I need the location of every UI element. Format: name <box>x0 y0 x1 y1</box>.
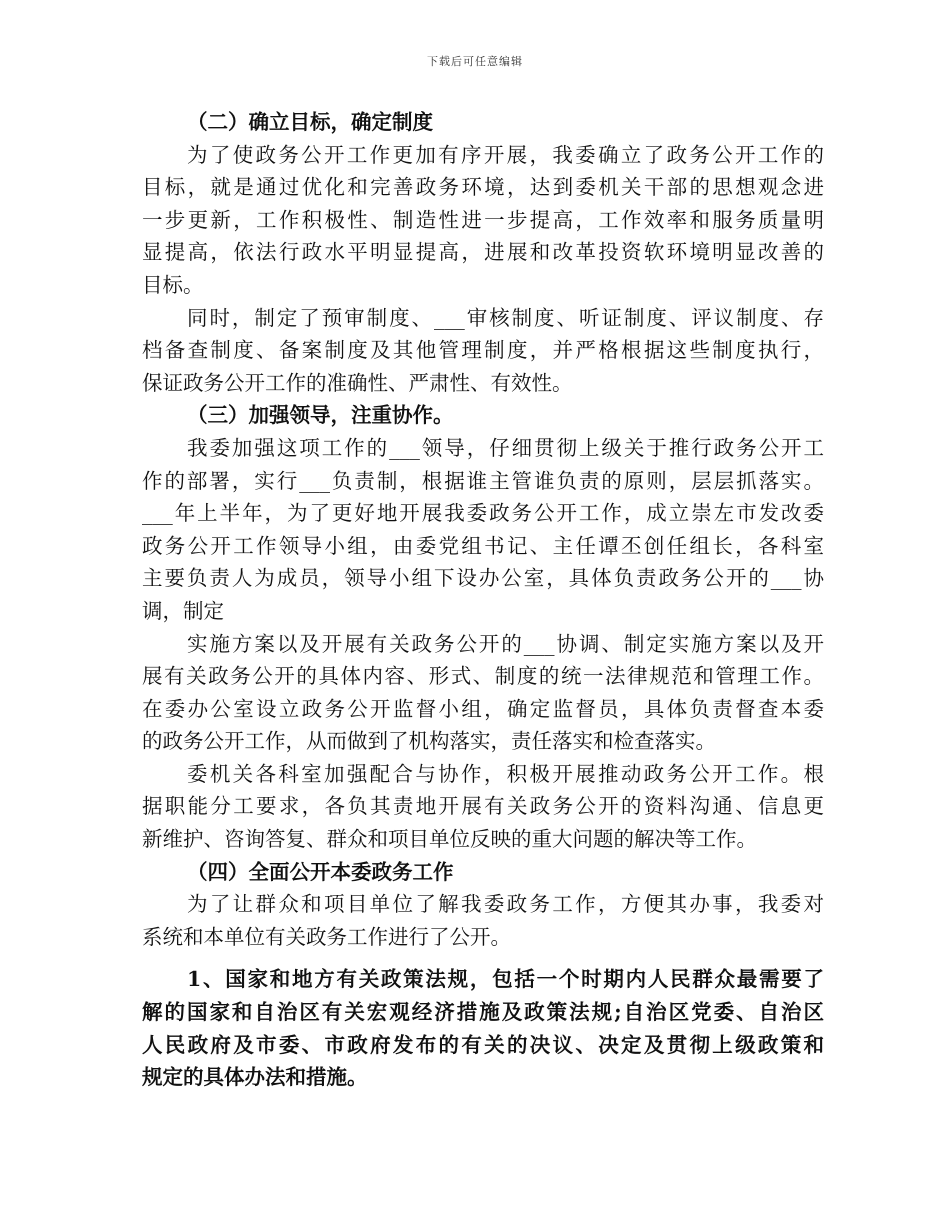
paragraph-line: 展有关政务公开的具体内容、形式、制度的统一法律规范和管理工作。 <box>142 664 824 689</box>
paragraph-line: 一步更新，工作积极性、制造性进一步提高，工作效率和服务质量明 <box>142 207 824 232</box>
paragraph-line: 为了使政务公开工作更加有序开展，我委确立了政务公开工作的 <box>187 142 824 167</box>
paragraph-line: 目标，就是通过优化和完善政务环境，达到委机关干部的思想观念进 <box>142 175 824 200</box>
document-body <box>142 106 824 1094</box>
paragraph-line: 档备查制度、备案制度及其他管理制度，并严格根据这些制度执行， <box>142 338 824 363</box>
paragraph-line: 系统和本单位有关政务工作进行了公开。 <box>142 924 511 949</box>
bold-paragraph-line: 解的国家和自治区有关宏观经济措施及政策法规;自治区党委、自治区 <box>142 1000 824 1025</box>
paragraph-line: 政务公开工作领导小组，由委党组书记、主任谭丕创任组长，各科室 <box>142 533 824 558</box>
paragraph-line: 保证政务公开工作的准确性、严肃性、有效性。 <box>142 370 573 395</box>
section-heading-2: （二）确立目标，确定制度 <box>187 110 433 134</box>
page-header: 下载后可任意编辑 <box>427 55 523 68</box>
bold-paragraph-line: 1、国家和地方有关政策法规，包括一个时期内人民群众最需要了 <box>187 967 824 992</box>
section-heading-4: （四）全面公开本委政务工作 <box>187 859 454 884</box>
paragraph-line: 为了让群众和项目单位了解我委政务工作，方便其办事，我委对 <box>187 892 824 917</box>
paragraph-line: 委机关各科室加强配合与协作，积极开展推动政务公开工作。根 <box>187 761 824 786</box>
paragraph-line: 目标。 <box>142 272 204 297</box>
paragraph-line: 的政务公开工作，从而做到了机构落实，责任落实和检查落实。 <box>142 729 716 754</box>
paragraph-line: 主要负责人为成员，领导小组下设办公室，具体负责政务公开的___协 <box>142 566 824 591</box>
paragraph-line: 在委办公室设立政务公开监督小组，确定监督员，具体负责督查本委 <box>142 696 824 721</box>
bold-paragraph-line: 人民政府及市委、市政府发布的有关的决议、决定及贯彻上级政策和 <box>142 1032 824 1057</box>
paragraph-line: 新维护、咨询答复、群众和项目单位反映的重大问题的解决等工作。 <box>142 827 757 852</box>
section-heading-3: （三）加强领导，注重协作。 <box>187 403 454 428</box>
bold-paragraph-line: 规定的具体办法和措施。 <box>142 1065 368 1090</box>
paragraph-line: 实施方案以及开展有关政务公开的___协调、制定实施方案以及开 <box>187 631 824 656</box>
paragraph-line: 同时，制定了预审制度、___审核制度、听证制度、评议制度、存 <box>187 305 824 330</box>
paragraph-line: ___年上半年，为了更好地开展我委政务公开工作，成立崇左市发改委 <box>142 501 824 526</box>
paragraph-line: 我委加强这项工作的___领导，仔细贯彻上级关于推行政务公开工 <box>187 435 824 460</box>
paragraph-line: 调，制定 <box>142 598 224 623</box>
paragraph-line: 显提高，依法行政水平明显提高，进展和改革投资软环境明显改善的 <box>142 240 824 265</box>
paragraph-line: 据职能分工要求，各负其责地开展有关政务公开的资料沟通、信息更 <box>142 794 824 819</box>
paragraph-line: 作的部署，实行___负责制，根据谁主管谁负责的原则，层层抓落实。 <box>142 468 824 493</box>
